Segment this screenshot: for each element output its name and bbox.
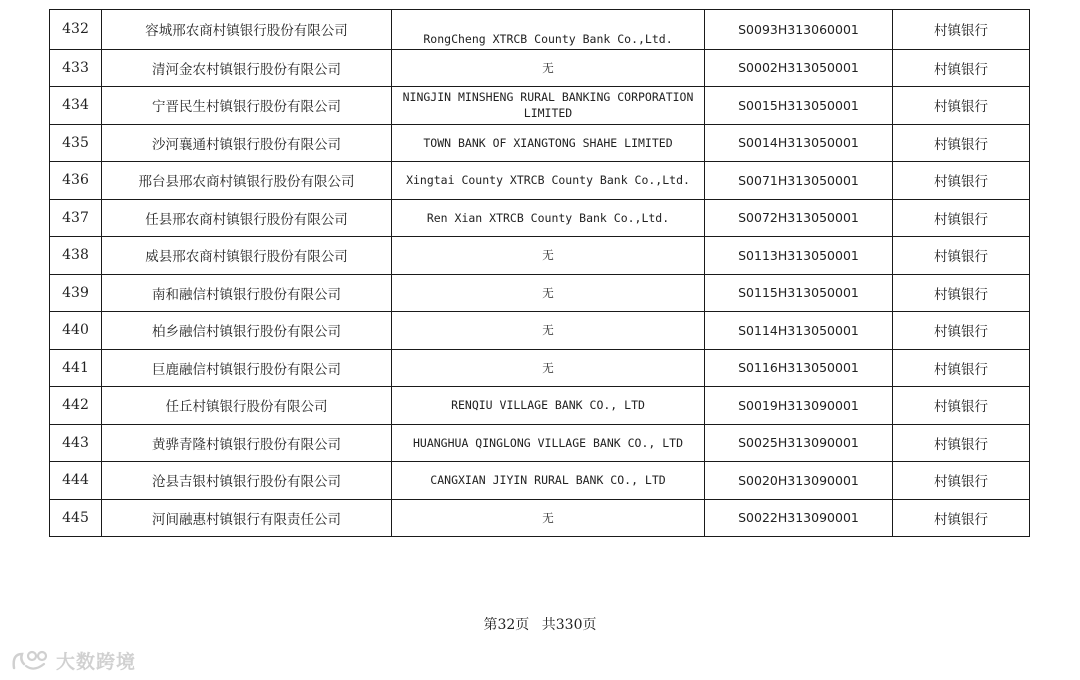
bank-name-english: 无 (392, 499, 705, 537)
page-footer (0, 614, 1080, 634)
row-number: 432 (50, 10, 102, 50)
bank-name-chinese: 容城邢农商村镇银行股份有限公司 (102, 10, 392, 50)
bank-name-chinese: 黄骅青隆村镇银行股份有限公司 (102, 424, 392, 462)
bank-name-english: NINGJIN MINSHENG RURAL BANKING CORPORATION LIMITED (392, 87, 705, 125)
brand-logo-icon (10, 648, 50, 672)
institution-code: S0020H313090001 (705, 462, 893, 500)
institution-type: 村镇银行 (893, 49, 1030, 87)
bank-name-english: 无 (392, 349, 705, 387)
table-row (50, 462, 1030, 500)
institution-type: 村镇银行 (893, 124, 1030, 162)
table-row (50, 349, 1030, 387)
bank-name-english: HUANGHUA QINGLONG VILLAGE BANK CO., LTD (392, 424, 705, 462)
institution-type: 村镇银行 (893, 349, 1030, 387)
institution-type: 村镇银行 (893, 237, 1030, 275)
bank-name-english: CANGXIAN JIYIN RURAL BANK CO., LTD (392, 462, 705, 500)
row-number: 442 (50, 387, 102, 425)
bank-name-english: 无 (392, 312, 705, 350)
bank-name-chinese: 河间融惠村镇银行有限责任公司 (102, 499, 392, 537)
row-number: 440 (50, 312, 102, 350)
institution-code: S0072H313050001 (705, 199, 893, 237)
table-row (50, 274, 1030, 312)
institution-type: 村镇银行 (893, 424, 1030, 462)
institution-code: S0093H313060001 (705, 10, 893, 50)
watermark (10, 646, 136, 674)
institution-code: S0025H313090001 (705, 424, 893, 462)
bank-name-english: 无 (392, 49, 705, 87)
row-number: 438 (50, 237, 102, 275)
table-row (50, 124, 1030, 162)
bank-name-chinese: 沧县吉银村镇银行股份有限公司 (102, 462, 392, 500)
institution-code: S0114H313050001 (705, 312, 893, 350)
bank-name-english: Ren Xian XTRCB County Bank Co.,Ltd. (392, 199, 705, 237)
bank-name-english: RongCheng XTRCB County Bank Co.,Ltd. (392, 10, 705, 50)
institution-type: 村镇银行 (893, 10, 1030, 50)
table-row (50, 87, 1030, 125)
table-row (50, 387, 1030, 425)
table-row (50, 312, 1030, 350)
table-row (50, 10, 1030, 50)
table-row (50, 49, 1030, 87)
table-body (50, 10, 1030, 537)
institution-type: 村镇银行 (893, 87, 1030, 125)
row-number: 437 (50, 199, 102, 237)
table-row (50, 199, 1030, 237)
institution-type: 村镇银行 (893, 387, 1030, 425)
institution-type: 村镇银行 (893, 462, 1030, 500)
institution-code: S0002H313050001 (705, 49, 893, 87)
institution-code: S0019H313090001 (705, 387, 893, 425)
row-number: 444 (50, 462, 102, 500)
row-number: 445 (50, 499, 102, 537)
table-row (50, 499, 1030, 537)
institution-code: S0071H313050001 (705, 162, 893, 200)
bank-name-english: RENQIU VILLAGE BANK CO., LTD (392, 387, 705, 425)
bank-name-english: TOWN BANK OF XIANGTONG SHAHE LIMITED (392, 124, 705, 162)
watermark-text: 大数跨境 (56, 650, 137, 673)
bank-name-chinese: 巨鹿融信村镇银行股份有限公司 (102, 349, 392, 387)
bank-list-table (49, 9, 1030, 537)
bank-name-chinese: 任县邢农商村镇银行股份有限公司 (102, 199, 392, 237)
table-row (50, 424, 1030, 462)
bank-name-chinese: 任丘村镇银行股份有限公司 (102, 387, 392, 425)
row-number: 435 (50, 124, 102, 162)
bank-name-chinese: 南和融信村镇银行股份有限公司 (102, 274, 392, 312)
row-number: 439 (50, 274, 102, 312)
bank-name-english: Xingtai County XTRCB County Bank Co.,Ltd. (392, 162, 705, 200)
institution-type: 村镇银行 (893, 312, 1030, 350)
institution-code: S0113H313050001 (705, 237, 893, 275)
institution-code: S0014H313050001 (705, 124, 893, 162)
row-number: 434 (50, 87, 102, 125)
page-number-current: 第32页 (483, 617, 530, 633)
row-number: 443 (50, 424, 102, 462)
row-number: 441 (50, 349, 102, 387)
bank-name-chinese: 沙河襄通村镇银行股份有限公司 (102, 124, 392, 162)
table-row (50, 162, 1030, 200)
row-number: 436 (50, 162, 102, 200)
institution-type: 村镇银行 (893, 162, 1030, 200)
bank-name-chinese: 宁晋民生村镇银行股份有限公司 (102, 87, 392, 125)
page-number-total: 共330页 (541, 617, 597, 633)
institution-code: S0116H313050001 (705, 349, 893, 387)
bank-name-english: 无 (392, 237, 705, 275)
institution-type: 村镇银行 (893, 274, 1030, 312)
bank-name-chinese: 威县邢农商村镇银行股份有限公司 (102, 237, 392, 275)
table-row (50, 237, 1030, 275)
bank-name-chinese: 清河金农村镇银行股份有限公司 (102, 49, 392, 87)
bank-name-chinese: 邢台县邢农商村镇银行股份有限公司 (102, 162, 392, 200)
institution-type: 村镇银行 (893, 499, 1030, 537)
bank-name-english: 无 (392, 274, 705, 312)
bank-name-chinese: 柏乡融信村镇银行股份有限公司 (102, 312, 392, 350)
institution-type: 村镇银行 (893, 199, 1030, 237)
institution-code: S0022H313090001 (705, 499, 893, 537)
institution-code: S0015H313050001 (705, 87, 893, 125)
institution-code: S0115H313050001 (705, 274, 893, 312)
row-number: 433 (50, 49, 102, 87)
